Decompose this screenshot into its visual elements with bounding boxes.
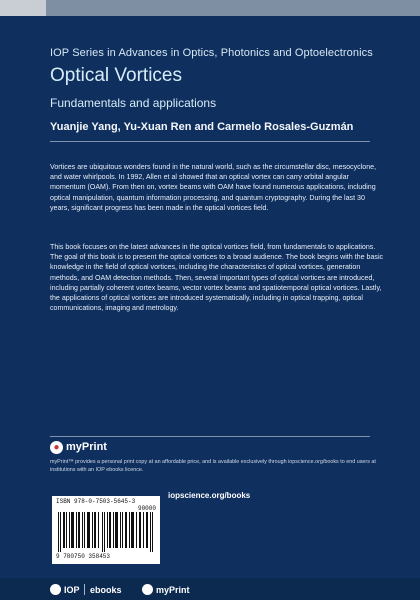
series-title: IOP Series in Advances in Optics, Photonics and Optoelectronics [50,47,373,59]
myprint-icon: ● [50,441,63,454]
divider-top [50,141,370,142]
top-bar-light-segment [0,0,46,16]
book-title: Optical Vortices [50,65,182,86]
footer-separator [84,584,85,595]
iop-logo-text: IOP [64,584,80,595]
top-color-bar [0,0,420,16]
description-paragraph-2: This book focuses on the latest advances in the optical vortices field, from fundamentals to applications. The goal of this book is to present the optical vortices to a broad audience. The book begins with the basic knowledge in the field of optical vortices, including the characteristics of optical vortices, generation methods, and OAM detection methods. Then, several important types of optical vortices are introduced, including partially coherent vortex beams, vector vortex beams and spatiotemporal optical vortices. Lastly, the applications of optical vortices are introduced systematically, including in optical trapping, optical communications, imaging and metrology. [50,243,384,313]
myprint-description: myPrint™ provides a personal print copy at an affordable price, and is available exclusively through iopscience.org/books to end users at institutions with an IOP ebooks licence. [50,459,376,473]
iop-logo [50,583,80,596]
publisher-footer [0,578,420,600]
barcode-bars-icon [56,512,156,552]
divider-bottom [50,436,370,437]
authors: Yuanjie Yang, Yu-Xuan Ren and Carmelo Rosales-Guzmán [50,121,354,133]
top-bar-dark-segment [46,0,420,16]
book-subtitle: Fundamentals and applications [50,96,217,110]
price-code: 90000 [137,505,156,512]
website-link[interactable]: iopscience.org/books [168,491,251,500]
footer-myprint-text: myPrint [156,584,190,595]
isbn-text: ISBN 978-0-7503-5645-3 [56,498,136,505]
footer-myprint-icon [142,584,153,595]
myprint-logo-text: myPrint [66,441,107,453]
barcode [52,496,160,564]
myprint-logo [50,438,107,456]
description-paragraph-1: Vortices are ubiquitous wonders found in the natural world, such as the circumstellar disc, mesocyclone, and water whirlpools. In 1992, Allen et al showed that an optical vortex can carry orbital angular momentum (OAM). From then on, vortex beams with OAM have found numerous applications, including optical manipulation, quantum information processing, and quantum cryptography. During the last 30 years, significant progress has been made in the optical vortices field. [50,163,377,212]
footer-myprint-logo [142,583,190,596]
iop-icon [50,584,61,595]
ebooks-logo-text: ebooks [90,584,122,595]
barcode-number: 9 780750 358453 [56,553,111,560]
